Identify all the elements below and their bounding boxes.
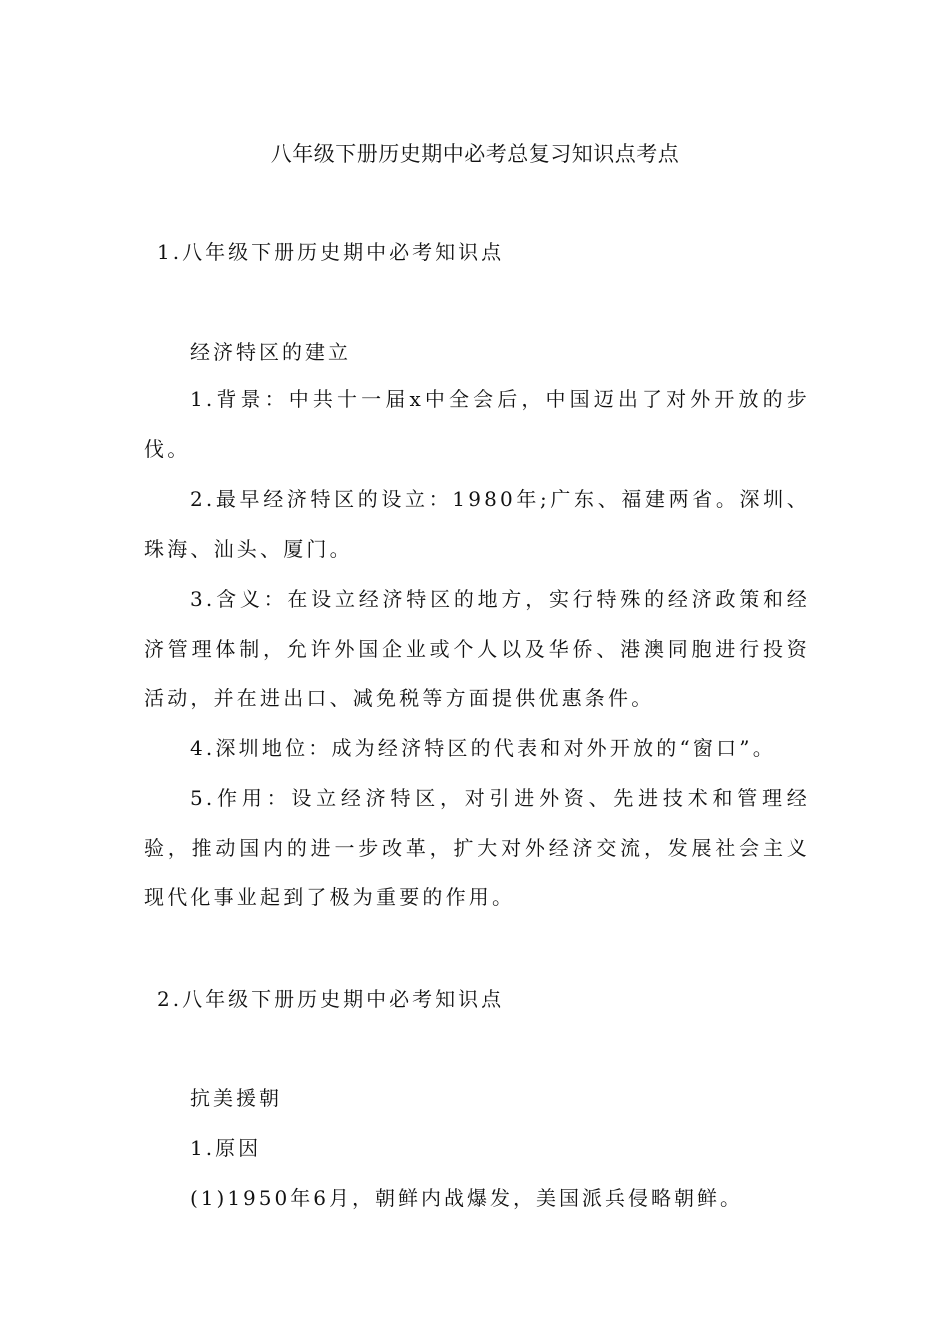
document-title: 八年级下册历史期中必考总复习知识点考点: [270, 142, 680, 166]
paragraph: 4.深圳地位：成为经济特区的代表和对外开放的“窗口”。: [190, 736, 776, 760]
section-heading: 1.八年级下册历史期中必考知识点: [157, 240, 505, 264]
section-subheading: 抗美援朝: [190, 1086, 282, 1110]
paragraph: 3.含义：在设立经济特区的地方，实行特殊的经济政策和经济管理体制，允许外国企业或个人以及华侨、港澳同胞进行投资活动，并在进出口、减免税等方面提供优惠条件。: [144, 587, 810, 710]
section-subheading: 经济特区的建立: [190, 340, 351, 364]
paragraph: 2.最早经济特区的设立：1980年;广东、福建两省。深圳、珠海、汕头、厦门。: [144, 487, 810, 561]
paragraph: 1.背景：中共十一届x中全会后，中国迈出了对外开放的步伐。: [144, 387, 810, 461]
paragraph: 5.作用：设立经济特区，对引进外资、先进技术和管理经验，推动国内的进一步改革，扩大对外经济交流，发展社会主义现代化事业起到了极为重要的作用。: [144, 786, 810, 909]
list-item: (1)1950年6月，朝鲜内战爆发，美国派兵侵略朝鲜。: [190, 1186, 743, 1210]
list-item: 1.原因: [190, 1136, 262, 1160]
section-heading: 2.八年级下册历史期中必考知识点: [157, 987, 505, 1011]
